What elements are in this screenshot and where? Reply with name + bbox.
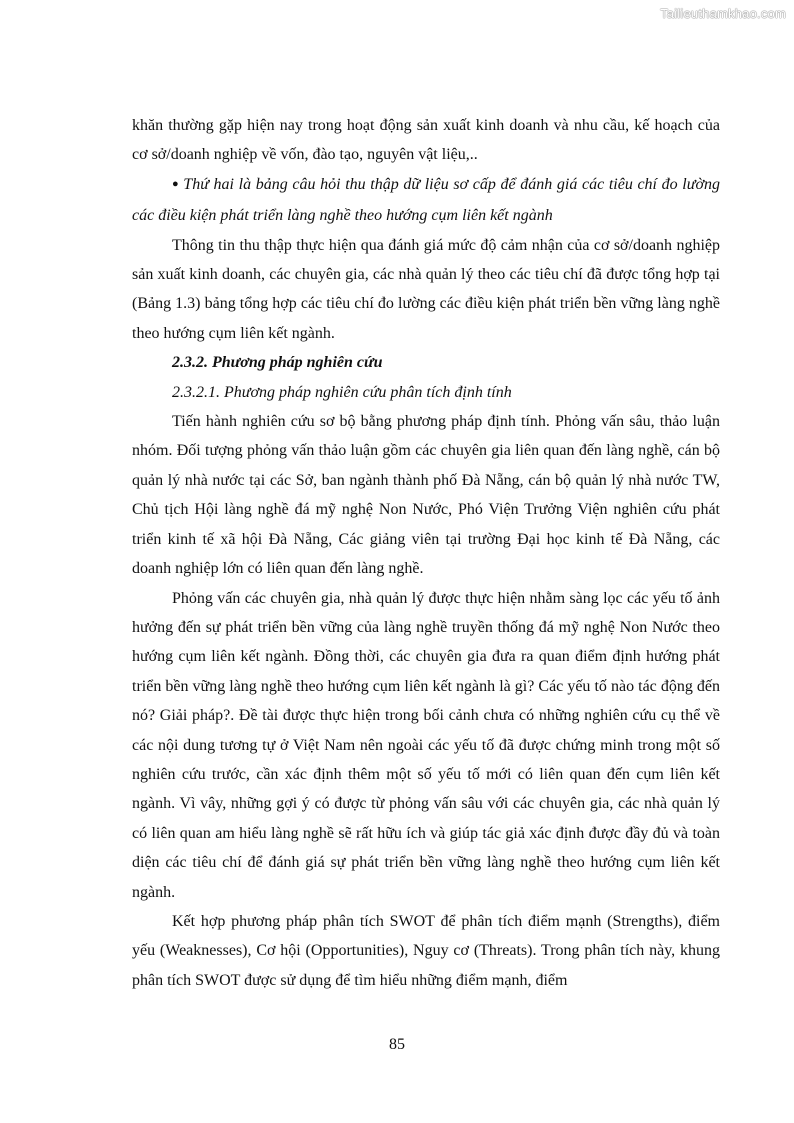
paragraph: Phỏng vấn các chuyên gia, nhà quản lý được thực hiện nhằm sàng lọc các yếu tố ảnh hưởng đến sự phát triển bền vững của làng nghề truyền thống đá mỹ nghệ Non Nước theo hướng cụm liên kết ngành. Đồng thời, các chuyên gia đưa ra quan điểm định hướng phát triển bền vững làng nghề theo hướng cụm liên kết ngành là gì? Các yếu tố nào tác động đến nó? Giải pháp?. Đề tài được thực hiện trong bối cảnh chưa có những nghiên cứu cụ thể về các nội dung tương tự ở Việt Nam nên ngoài các yếu tố đã được chứng minh trong một số nghiên cứu trước, cần xác định thêm một số yếu tố mới có liên quan đến cụm liên kết ngành. Vì vây, những gợi ý có được từ phỏng vấn sâu với các chuyên gia, các nhà quản lý có liên quan am hiểu làng nghề sẽ rất hữu ích và giúp tác giả xác định được đầy đủ và toàn diện các tiêu chí để đánh giá sự phát triển bền vững làng nghề theo hướng cụm liên kết ngành. — [132, 589, 720, 901]
subsection-heading: 2.3.2.1. Phương pháp nghiên cứu phân tích định tính — [172, 383, 512, 401]
paragraph: Tiến hành nghiên cứu sơ bộ bằng phương pháp định tính. Phỏng vấn sâu, thảo luận nhóm. Đối tượng phỏng vấn thảo luận gồm các chuyên gia liên quan đến làng nghề, cán bộ quản lý nhà nước tại các Sở, ban ngành thành phố Đà Nẵng, cán bộ quản lý nhà nước TW, Chủ tịch Hội làng nghề đá mỹ nghệ Non Nước, Phó Viện Trưởng Viện nghiên cứu phát triển kinh tế xã hội Đà Nẵng, Các giảng viên tại trường Đại học kinh tế Đà Nẵng, các doanh nghiệp lớn có liên quan đến làng nghề. — [132, 413, 720, 578]
bullet-paragraph — [132, 170, 720, 231]
page-body — [132, 111, 720, 995]
watermark: Tailieuthamkhao.com — [660, 6, 786, 21]
paragraph: Kết hợp phương pháp phân tích SWOT để phân tích điểm mạnh (Strengths), điểm yếu (Weaknesses), Cơ hội (Opportunities), Nguy cơ (Threats). Trong phân tích này, khung phân tích SWOT được sử dụng để tìm hiểu những điểm mạnh, điểm — [132, 912, 720, 989]
bullet-text: Thứ hai là bảng câu hỏi thu thập dữ liệu sơ cấp để đánh giá các tiêu chí đo lường các điều kiện phát triển làng nghề theo hướng cụm liên kết ngành — [132, 175, 720, 225]
section-heading: 2.3.2. Phương pháp nghiên cứu — [172, 354, 383, 372]
bullet-icon: ● — [172, 177, 180, 190]
page-number: 85 — [389, 1036, 405, 1053]
paragraph: Thông tin thu thập thực hiện qua đánh giá mức độ cảm nhận của cơ sở/doanh nghiệp sản xuất kinh doanh, các chuyên gia, các nhà quản lý theo các tiêu chí đã được tổng hợp tại (Bảng 1.3) bảng tổng hợp các tiêu chí đo lường các điều kiện phát triển bền vững làng nghề theo hướng cụm liên kết ngành. — [132, 236, 720, 342]
paragraph-continuation: khăn thường gặp hiện nay trong hoạt động sản xuất kinh doanh và nhu cầu, kế hoạch của cơ sở/doanh nghiệp về vốn, đào tạo, nguyên vật liệu,.. — [132, 117, 720, 164]
